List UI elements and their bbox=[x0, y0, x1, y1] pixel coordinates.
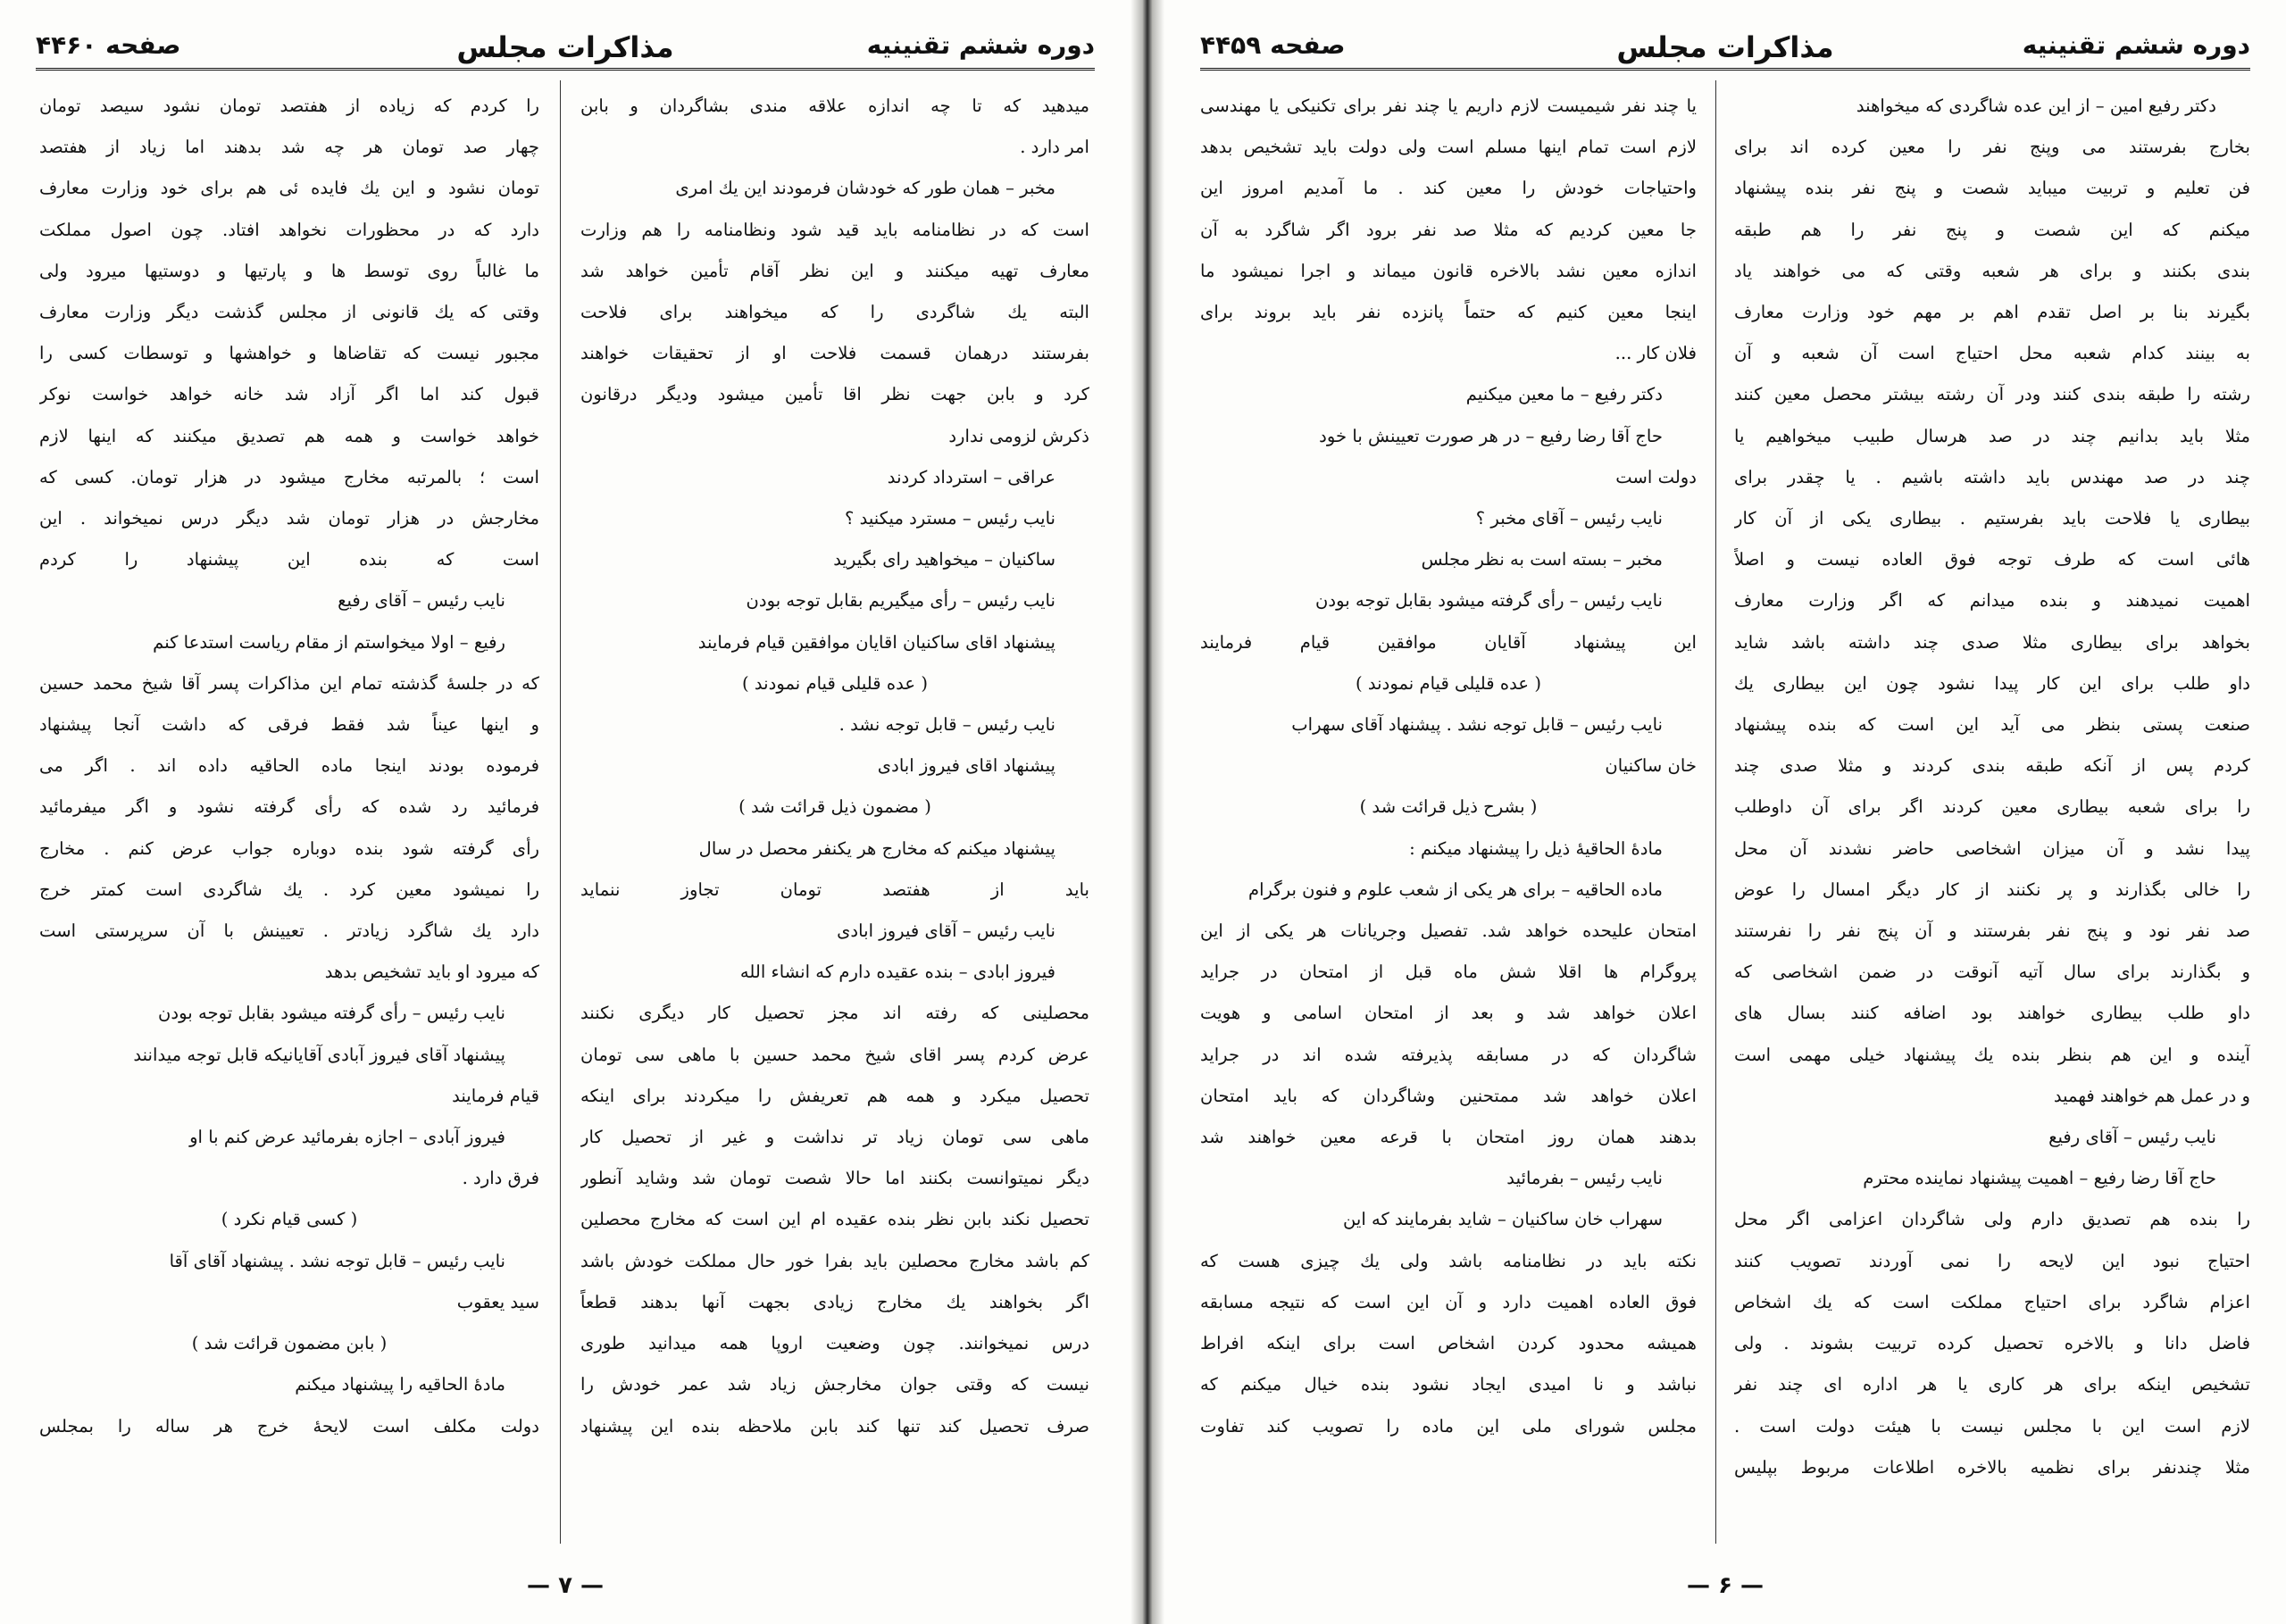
text-line: معارف تهیه میکنند و این نظر آقام تأمین خواهد شد bbox=[580, 260, 1089, 281]
text-line: میدهید که تا چه اندازه علاقه مندی بشاگردان و بابن bbox=[580, 96, 1089, 116]
text-line: پیشنهاد میکنم که مخارج هر یکنفر محصل در سال bbox=[698, 837, 1055, 859]
text-line: اینجا معین کنیم که حتماً پانزده نفر باید بروند برای bbox=[1200, 302, 1697, 323]
text-line: حاج آقا رضا رفیع – اهمیت پیشنهاد نماینده محترم bbox=[1863, 1168, 2216, 1189]
text-line: ( مضمون ذیل قرائت شد ) bbox=[738, 796, 931, 818]
text-line: مثلا چندنفر برای نظمیه بالاخره اطلاعات مربوط بپلیس bbox=[1734, 1456, 2250, 1478]
text-line: یا چند نفر شیمیست لازم داریم یا چند نفر برای تکنیکی یا مهندسی bbox=[1200, 96, 1697, 116]
text-line: نایب رئیس – رأی میگیریم بقابل توجه بودن bbox=[746, 590, 1055, 612]
text-line: البته یك شاگردی را که میخواهند برای فلاحت bbox=[580, 302, 1089, 323]
text-line: بخارج بفرستند می وپنج نفر را معین کرده اند برای bbox=[1734, 137, 2250, 158]
text-line: صد نفر نود و پنج نفر بفرستند و آن پنج نفر را نفرستند bbox=[1734, 920, 2250, 942]
page-left bbox=[0, 0, 1130, 1624]
text-line: فاضل دانا و بالاخره تحصیل کرده تربیت بشوند . ولی bbox=[1734, 1333, 2250, 1354]
text-line: کردم پس از آنکه طبقه بندی کردند و مثلا صدی چند bbox=[1734, 755, 2250, 777]
text-line: امر دارد . bbox=[1020, 137, 1089, 158]
header-title: مذاکرات مجلس bbox=[456, 30, 674, 64]
text-line: و اینها عیناً شد فقط فرقی که داشت آنجا پیشنهاد bbox=[39, 714, 539, 736]
text-line: را بنده هم تصدیق دارم ولی شاگردان اعزامی اگر محل bbox=[1734, 1209, 2250, 1230]
text-line: فرموده بودند اینجا ماده الحاقیه داده اند . اگر می bbox=[39, 755, 539, 777]
text-line: نباشد و نا امیدی ایجاد نشود بنده خیال میکنم که bbox=[1200, 1374, 1697, 1395]
text-line: فوق العاده اهمیت دارد و آن این است که نتیجه مسابقه bbox=[1200, 1291, 1697, 1312]
text-line: دولت مکلف است لایحهٔ خرج هر ساله را بمجلس bbox=[39, 1415, 539, 1437]
text-line: بیطاری یا فلاحت باید بفرستیم . بیطاری یکی از آن کار bbox=[1734, 508, 2250, 529]
text-line: فرق دارد . bbox=[462, 1168, 539, 1189]
page-header bbox=[36, 25, 1095, 71]
book-gutter bbox=[1130, 0, 1164, 1624]
text-line: حاج آقا رضا رفیع – در هر صورت تعیینش با خود bbox=[1319, 425, 1663, 446]
text-line: فرمائید رد شده که رأی گرفته نشود و اگر میفرمائید bbox=[39, 796, 539, 818]
text-line: اعلان خواهد شد ممتحنین وشاگردان که باید امتحان bbox=[1200, 1085, 1697, 1106]
text-line: رفیع – اولا میخواستم از مقام ریاست استدعا کنم bbox=[153, 631, 505, 653]
text-line: مادهٔ الحاقیهٔ ذیل را پیشنهاد میکنم : bbox=[1409, 837, 1663, 859]
text-line: تشخیص اینکه برای هر کاری یا هر اداره ای چند نفر bbox=[1734, 1374, 2250, 1395]
text-line: وقتی که یك قانونی از مجلس گذشت دیگر وزارت معارف bbox=[39, 302, 539, 323]
text-line: صرف تحصیل کند تنها کند بابن ملاحظه بنده این پیشنهاد bbox=[580, 1415, 1089, 1437]
page-right bbox=[1164, 0, 2286, 1624]
text-line: مجبور نیست که تقاضاها و خواهشها و توسطات کسی را bbox=[39, 343, 539, 364]
text-line: سهراب خان ساکنیان – شاید بفرمایند که این bbox=[1343, 1209, 1663, 1230]
text-line: نکته باید در نظامنامه باشد ولی یك چیزی هست که bbox=[1200, 1250, 1697, 1271]
text-column-right bbox=[580, 86, 1089, 1547]
text-column-right bbox=[1734, 86, 2250, 1547]
text-line: است ؛ بالمرتبه مخارج میشود در هزار تومان. کسی که bbox=[39, 466, 539, 487]
text-line: صنعت پستی بنظر می آید این است که بنده پیشنهاد bbox=[1734, 714, 2250, 736]
text-line: کرد و بابن جهت نظر اقا تأمین میشود ودیگر درقانون bbox=[580, 384, 1089, 405]
text-line: اعزام شاگرد برای احتیاج مملکت است که یك اشخاص bbox=[1734, 1291, 2250, 1312]
text-line: بگیرند بنا بر اصل تقدم اهم بر مهم خود وزارت معارف bbox=[1734, 302, 2250, 323]
text-line: مادهٔ الحاقیه را پیشنهاد میکنم bbox=[295, 1374, 505, 1395]
text-line: دولت است bbox=[1615, 466, 1697, 487]
text-line: قیام فرمایند bbox=[452, 1085, 539, 1106]
text-line: نایب رئیس – قابل توجه نشد . bbox=[838, 714, 1055, 736]
text-line: نیست که وقتی جوان مخارجش زیاد شد عمر خودش را bbox=[580, 1374, 1089, 1395]
text-line: بفرستند درهمان قسمت فلاحت او از تحقیقات خواهند bbox=[580, 343, 1089, 364]
text-line: بندی بکنند و برای هر شعبه وقتی که می خواهند یاد bbox=[1734, 260, 2250, 281]
text-line: نایب رئیس – آقای فیروز ابادی bbox=[837, 920, 1055, 942]
text-line: است که بنده این پیشنهاد را کردم bbox=[39, 549, 539, 570]
text-line: کم باشد مخارج محصلین باید بفرا خور حال مملکت خودش باشد bbox=[580, 1250, 1089, 1271]
text-line: ماده الحاقیه – برای هر یکی از شعب علوم و فنون برگرام bbox=[1247, 879, 1663, 900]
text-column-left bbox=[39, 86, 539, 1547]
text-line: پیدا نشد و آن میزان اشخاصی حاضر نشدند آن محل bbox=[1734, 837, 2250, 859]
text-line: پیشنهاد اقای فیروز ابادی bbox=[877, 755, 1055, 777]
text-line: خان ساکنیان bbox=[1605, 755, 1697, 777]
header-term: دوره ششم تقنینیه bbox=[866, 30, 1095, 60]
text-line: لازم است تمام اینها مسلم است ولی دولت باید تشخیص بدهد bbox=[1200, 137, 1697, 158]
text-line: نایب رئیس – آقای مخبر ؟ bbox=[1475, 508, 1663, 529]
text-line: نایب رئیس – قابل توجه نشد . پیشنهاد آقای آقا bbox=[169, 1250, 505, 1271]
text-line: داو طلب بیطاری خواهند بود اضافه کنند بسال های bbox=[1734, 1003, 2250, 1024]
text-line: نایب رئیس – قابل توجه نشد . پیشنهاد آقای سهراب bbox=[1291, 714, 1663, 736]
text-line: باید از هفتصد تومان تجاوز ننماید bbox=[580, 879, 1089, 900]
text-line: ذکرش لزومی ندارد bbox=[948, 425, 1089, 446]
text-line: واحتیاجات خودش را معین کند . ما آمدیم امروز این bbox=[1200, 178, 1697, 199]
text-line: رشته را طبقه بندی کنند ودر آن رشته بیشتر محصل معین کنند bbox=[1734, 384, 2250, 405]
text-line: داو طلب برای این کار پیدا نشود چون این بیطاری یك bbox=[1734, 672, 2250, 694]
text-line: چند در صد مهندس باید داشته باشیم . یا چقدر برای bbox=[1734, 466, 2250, 487]
text-line: سید یعقوب bbox=[456, 1291, 539, 1312]
text-line: ( بشرح ذیل قرائت شد ) bbox=[1359, 796, 1538, 818]
text-line: مخبر – همان طور که خودشان فرمودند این یك امری bbox=[675, 178, 1055, 199]
text-line: ( عده قلیلی قیام نمودند ) bbox=[741, 672, 928, 694]
text-line: نایب رئیس – رأی گرفته میشود بقابل توجه بودن bbox=[158, 1003, 505, 1024]
text-line: نایب رئیس – بفرمائید bbox=[1506, 1168, 1663, 1189]
text-line: است که در نظامنامه باید قید شود ونظامنامه را هم وزارت bbox=[580, 219, 1089, 240]
page-number: — ۶ — bbox=[1687, 1572, 1764, 1599]
text-line: این پیشنهاد آقایان موافقین قیام فرمایند bbox=[1200, 631, 1697, 653]
text-line: اندازه معین نشد بالاخره قانون میماند و اجرا نمیشود ما bbox=[1200, 260, 1697, 281]
text-line: درس نمیخوانند. چون وضعیت اروپا همه میدانید طوری bbox=[580, 1333, 1089, 1354]
text-line: لازم است این با مجلس نیست با هیئت دولت است . bbox=[1734, 1415, 2250, 1437]
page-number: — ۷ — bbox=[527, 1572, 604, 1599]
text-line: فن تعلیم و تربیت میباید شصت و پنج نفر بنده پیشنهاد bbox=[1734, 178, 2250, 199]
text-line: مجلس شورای ملی این ماده را تصویب کند تفاوت bbox=[1200, 1415, 1697, 1437]
text-line: جا معین کردیم که مثلا صد نفر برود اگر شاگرد به آن bbox=[1200, 219, 1697, 240]
text-line: عراقی – استرداد کردند bbox=[887, 466, 1055, 487]
text-line: اگر بخواهند یك مخارج زیادی بجهت آنها بدهند قطعاً bbox=[580, 1291, 1089, 1312]
header-page-label: صفحه ۴۴۶۰ bbox=[36, 30, 181, 60]
text-line: و بگذارند برای سال آتیه آنوقت در ضمن اشخاصی که bbox=[1734, 962, 2250, 983]
text-line: اعلان خواهد شد و بعد از امتحان اسامی و هویت bbox=[1200, 1003, 1697, 1024]
column-divider bbox=[1715, 80, 1716, 1544]
text-line: بدهند همان روز امتحان با قرعه معین خواهند شد bbox=[1200, 1127, 1697, 1148]
header-term: دوره ششم تقنینیه bbox=[2022, 30, 2250, 60]
text-line: دکتر رفیع امین – از این عده شاگردی که میخواهند bbox=[1856, 96, 2216, 116]
header-page-label: صفحه ۴۴۵۹ bbox=[1200, 30, 1346, 60]
text-line: دیگر نمیتوانست بکنند اما حالا شصت تومان شد وشاید آنطور bbox=[580, 1168, 1089, 1189]
text-line: را کردم که زیاده از هفتصد تومان نشود سیصد تومان bbox=[39, 96, 539, 116]
text-line: به بینند کدام شعبه محل احتیاج است آن شعبه و آن bbox=[1734, 343, 2250, 364]
text-line: اهمیت نمیدهند و بنده میدانم که اگر وزارت معارف bbox=[1734, 590, 2250, 612]
text-line: پیشنهاد اقای ساکنیان اقایان موافقین قیام فرمایند bbox=[697, 631, 1055, 653]
text-line: ( کسی قیام نکرد ) bbox=[221, 1209, 358, 1230]
column-divider bbox=[560, 80, 561, 1544]
text-line: مثلا باید بدانیم چند در صد هرسال طبیب میخواهیم یا bbox=[1734, 425, 2250, 446]
text-line: تحصیل نکند بابن نظر بنده عقیده ام این است که مخارج محصلین bbox=[580, 1209, 1089, 1230]
text-line: ساکنیان – میخواهید رای بگیرید bbox=[833, 549, 1055, 570]
text-line: ما غالباً روی توسط ها و پارتیها و دوستیها میرود ولی bbox=[39, 260, 539, 281]
text-line: را نمیشود معین کرد . یك شاگردی است کمتر خرج bbox=[39, 879, 539, 900]
text-line: ماهی سی تومان زیاد تر نداشت و غیر از تحصیل کار bbox=[580, 1127, 1089, 1148]
text-line: هائی است که طرف توجه فوق العاده نیست و اصلاً bbox=[1734, 549, 2250, 570]
text-line: که میرود او باید تشخیص بدهد bbox=[324, 962, 539, 983]
page-header bbox=[1200, 25, 2250, 71]
text-line: نایب رئیس – آقای رفیع bbox=[2048, 1127, 2216, 1148]
text-line: ( عده قلیلی قیام نمودند ) bbox=[1355, 672, 1541, 694]
text-line: میکنم که این شصت و پنج نفر را هم طبقه bbox=[1734, 219, 2250, 240]
text-line: فیروز آبادی – اجازه بفرمائید عرض کنم با او bbox=[189, 1127, 505, 1148]
text-line: خواهد خواست و همه هم تصدیق میکنند که اینها لازم bbox=[39, 425, 539, 446]
text-line: دارد یك شاگرد زیادتر . تعیینش با آن سرپرستی است bbox=[39, 920, 539, 942]
text-line: رأی گرفته شود بنده دوباره جواب عرض کنم . مخارج bbox=[39, 837, 539, 859]
text-line: ( بابن مضمون قرائت شد ) bbox=[191, 1333, 388, 1354]
text-line: فیروز ابادی – بنده عقیده دارم که انشاء الله bbox=[739, 962, 1055, 983]
text-line: دارد که در محظورات نخواهد افتاد. چون اصول مملکت bbox=[39, 219, 539, 240]
text-line: تحصیل میکرد و همه هم تعریفش را میکردند برای اینکه bbox=[580, 1085, 1089, 1106]
header-title: مذاکرات مجلس bbox=[1616, 30, 1834, 64]
text-line: بخواهد برای بیطاری مثلا صدی چند داشته باشد شاید bbox=[1734, 631, 2250, 653]
text-line: عرض کردم پسر اقای شیخ محمد حسین با ماهی سی تومان bbox=[580, 1044, 1089, 1065]
text-line: امتحان علیحده خواهد شد. تفصیل وجریانات هر یکی از این bbox=[1200, 920, 1697, 942]
text-line: و در عمل هم خواهند فهمید bbox=[2053, 1085, 2250, 1106]
text-line: قبول کند اما اگر آزاد شد خانه خواهد خواست نوکر bbox=[39, 384, 539, 405]
text-line: نایب رئیس – آقای رفیع bbox=[338, 590, 505, 612]
text-line: محصلینی که رفته اند مجز تحصیل کار دیگری نکنند bbox=[580, 1003, 1089, 1024]
text-line: را خالی بگذارند و پر نکنند از کار دیگر امسال را عوض bbox=[1734, 879, 2250, 900]
text-line: تومان نشود و این یك فایده ئی هم برای خود وزارت معارف bbox=[39, 178, 539, 199]
text-column-left bbox=[1200, 86, 1697, 1547]
text-line: فلان کار ... bbox=[1614, 343, 1697, 364]
text-line: مخارجش در هزار تومان شد دیگر درس نمیخواند . این bbox=[39, 508, 539, 529]
text-line: دکتر رفیع – ما معین میکنیم bbox=[1465, 384, 1663, 405]
text-line: پیشنهاد آقای فیروز آبادی آقایانیکه قابل توجه میدانند bbox=[133, 1044, 505, 1065]
text-line: مخبر – بسته است به نظر مجلس bbox=[1421, 549, 1663, 570]
text-line: آینده و این هم بنظر بنده یك پیشنهاد خیلی مهمی است bbox=[1734, 1044, 2250, 1065]
text-line: نایب رئیس – مسترد میکنید ؟ bbox=[844, 508, 1055, 529]
text-line: را برای شعبه بیطاری معین کردند اگر برای آن داوطلب bbox=[1734, 796, 2250, 818]
text-line: پروگرام ها اقلا شش ماه قبل از امتحان در جراید bbox=[1200, 962, 1697, 983]
text-line: همیشه محدود کردن اشخاص است برای اینکه افراط bbox=[1200, 1333, 1697, 1354]
text-line: نایب رئیس – رأی گرفته میشود بقابل توجه بودن bbox=[1315, 590, 1663, 612]
text-line: چهار صد تومان هر چه شد بدهند اما زیاد از هفتصد bbox=[39, 137, 539, 158]
text-line: شاگردان که در مسابقه پذیرفته شده اند در جراید bbox=[1200, 1044, 1697, 1065]
text-line: احتیاج نبود این لایحه را نمی آوردند تصویب کنند bbox=[1734, 1250, 2250, 1271]
text-line: که در جلسهٔ گذشته تمام این مذاکرات پسر آقا شیخ محمد حسین bbox=[39, 672, 539, 694]
